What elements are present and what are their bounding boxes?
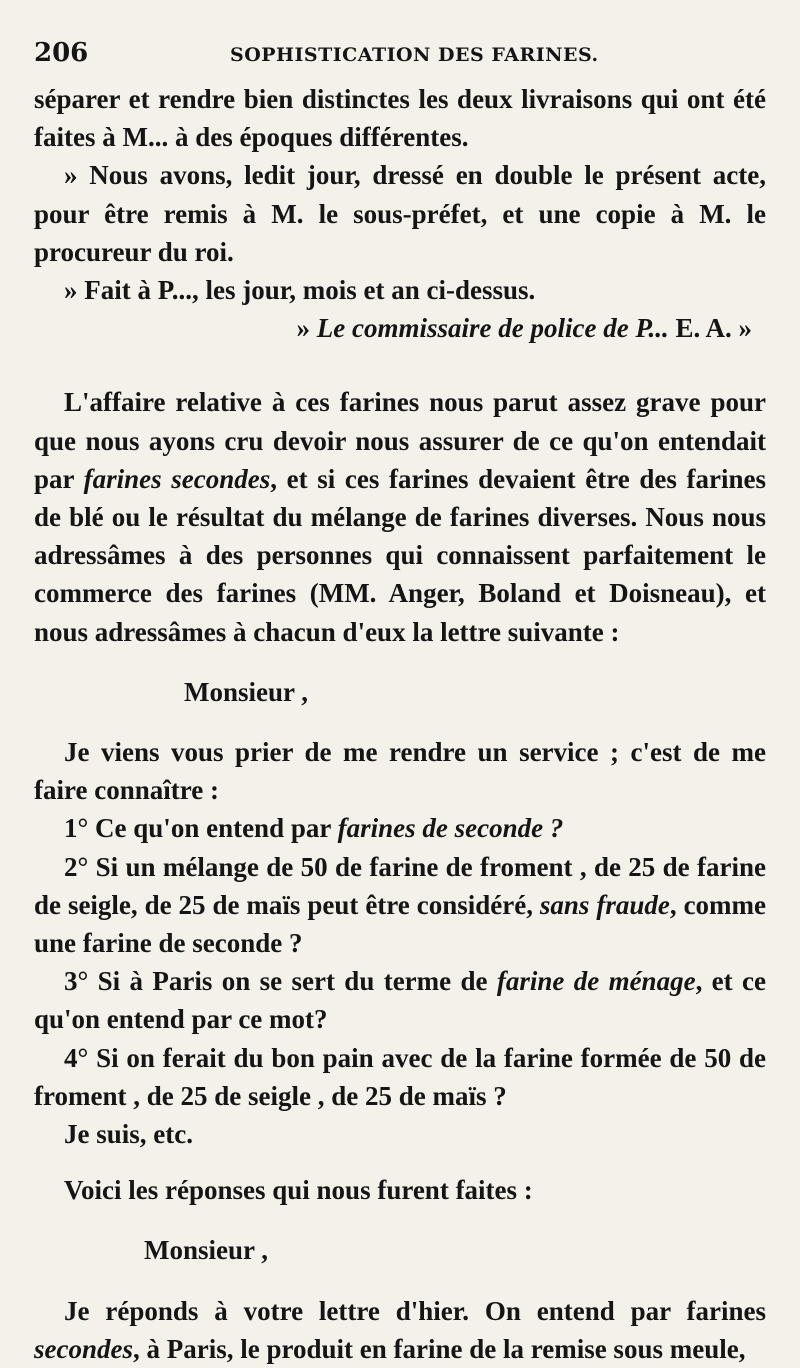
signature-initials: E. A. » [668,313,752,344]
running-title: SOPHISTICATION DES FARINES. [230,44,599,66]
question-4: 4° Si on ferait du bon pain avec de la farine formée de 50 de froment , de 25 de seigle , de 25 de maïs ? [34,1042,766,1111]
page-header [34,38,764,78]
q1-text: 1° Ce qu'on entend par [64,813,338,844]
question-2 [34,848,766,963]
question-1 [34,809,766,847]
page-number: 206 [34,38,89,68]
reply-text-b: , à Paris, le produit en farine de la remise sous meule, [132,1333,746,1364]
paragraph-acte: » Nous avons, ledit jour, dressé en double le présent acte, pour être remis à M. le sous-préfet, et une copie à M. le procureur du roi. [34,160,766,267]
affaire-text-a: L'affaire relative à ces farines nous parut assez grave pour que nous ayons cru devoir nous assurer de ce qu'on entendait par [34,387,766,494]
affaire-italic: farines secondes [83,463,271,494]
affaire-text-b: , et si ces farines devaient être des farines de blé ou le résultat du mélange de farines diverses. Nous nous adressâmes à des personnes qui connaissent parfaitement le commerce des farines (MM. Anger, Boland et Doisneau), et nous adressâmes à chacun d'eux la lettre suivante : [34,463,766,647]
letter-greeting: Monsieur , [184,676,309,707]
reply-greeting: Monsieur , [144,1235,269,1266]
paragraph-continuation: séparer et rendre bien distinctes les deux livraisons qui ont été faites à M... à des époques différentes. [34,84,766,153]
paragraph-affaire [34,383,766,650]
q3-text-a: 3° Si à Paris on se sert du terme de [64,966,497,997]
q3-italic: farine de ménage [496,966,696,997]
q2-italic: sans fraude [539,889,670,920]
letter-request: Je viens vous prier de me rendre un service ; c'est de me faire connaître : [34,737,766,806]
question-3 [34,962,766,1038]
q2-text-b: , comme une farine de seconde ? [34,889,767,959]
signature-line [34,309,766,347]
signature-title: Le commissaire de police de P... [316,313,669,344]
reply-italic: secondes [34,1333,133,1364]
paragraph-fait: » Fait à P..., les jour, mois et an ci-dessus. [64,275,536,306]
q2-text-a: 2° Si un mélange de 50 de farine de froment , de 25 de farine de seigle, de 25 de maïs peut être considéré, [34,851,766,920]
paragraph-reponses: Voici les réponses qui nous furent faites : [64,1175,533,1206]
q3-text-b: , et ce qu'on entend par ce mot? [34,966,766,1035]
reply-paragraph [34,1292,766,1368]
q1-italic: farines de seconde ? [337,813,564,844]
letter-closing: Je suis, etc. [64,1119,193,1150]
signature-prefix: » [296,313,317,344]
page-body [34,80,766,1368]
reply-text-a: Je réponds à votre lettre d'hier. On entend par farines [64,1295,766,1326]
